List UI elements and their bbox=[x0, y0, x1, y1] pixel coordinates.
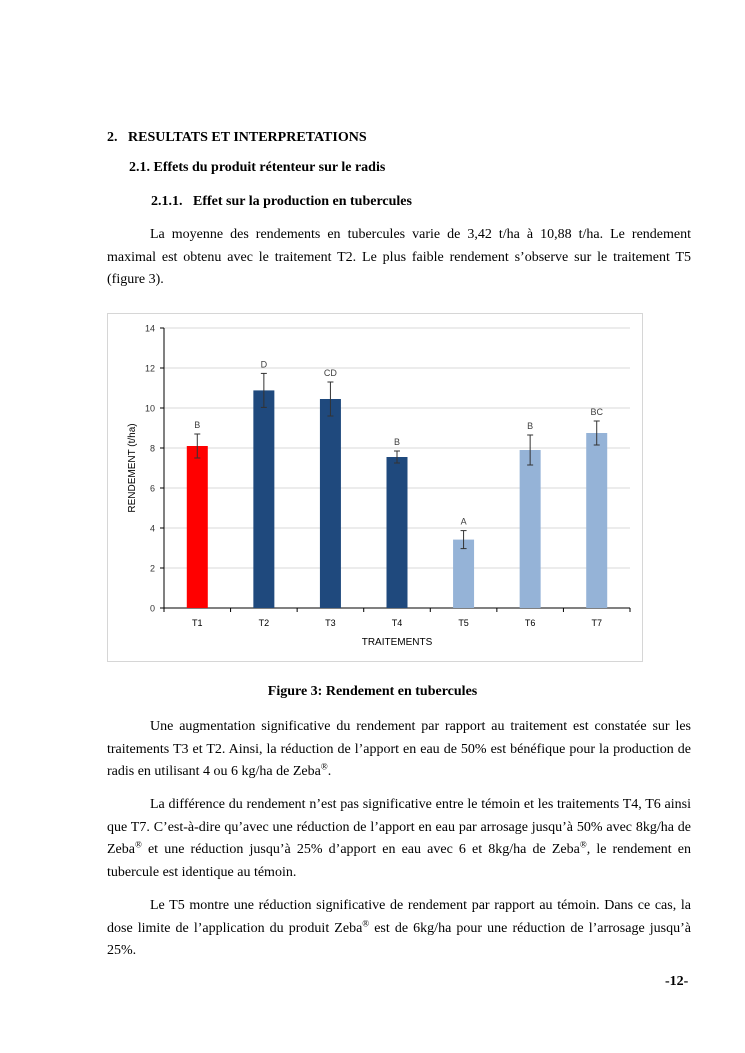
registered-mark: ® bbox=[320, 761, 328, 772]
page-number: -12- bbox=[665, 974, 689, 989]
y-tick-label: 14 bbox=[144, 323, 155, 334]
registered-mark: ® bbox=[134, 839, 142, 850]
x-axis-title: TRAITEMENTS bbox=[361, 637, 433, 648]
y-tick-label: 0 bbox=[149, 603, 155, 614]
section-heading: 2. RESULTATS ET INTERPRETATIONS bbox=[107, 130, 367, 145]
x-tick-label: T6 bbox=[524, 618, 536, 628]
paragraph-2 bbox=[107, 716, 691, 784]
significance-label: B bbox=[194, 420, 201, 430]
significance-label: BC bbox=[590, 407, 603, 417]
x-tick-label: T1 bbox=[192, 618, 203, 628]
significance-label: B bbox=[527, 421, 534, 431]
x-tick-label: T2 bbox=[258, 618, 270, 628]
y-axis-title: RENDEMENT (t/ha) bbox=[127, 423, 138, 513]
y-tick-label: 8 bbox=[149, 443, 155, 454]
x-tick-label: T5 bbox=[458, 618, 469, 628]
bar-t3 bbox=[320, 399, 341, 608]
x-tick-label: T3 bbox=[325, 618, 336, 628]
y-tick-label: 4 bbox=[149, 523, 155, 534]
y-tick-label: 2 bbox=[149, 563, 155, 574]
paragraph-1: La moyenne des rendements en tubercules varie de 3,42 t/ha à 10,88 t/ha. Le rendement maximal est obtenu avec le traitement T2. Le plus faible rendement s’observe sur le traitement T5 (figure 3). bbox=[107, 227, 691, 287]
paragraph-3 bbox=[107, 794, 691, 884]
registered-mark: ® bbox=[362, 917, 370, 928]
figure-caption: Figure 3: Rendement en tubercules bbox=[267, 684, 478, 699]
significance-label: CD bbox=[323, 368, 337, 378]
bar-t1 bbox=[187, 446, 208, 608]
paragraph-3-text-c: , le rendement en tubercule est identique au témoin. bbox=[107, 842, 691, 880]
y-tick-label: 6 bbox=[149, 483, 155, 494]
paragraph-4-text-a: Le T5 montre une réduction significative de rendement par rapport au témoin. Dans ce cas, la dose limite de l’application du produit Zeba bbox=[107, 898, 691, 936]
y-tick-label: 10 bbox=[144, 403, 155, 414]
chart-svg bbox=[108, 314, 644, 663]
bar-t6 bbox=[520, 450, 541, 608]
registered-mark: ® bbox=[579, 839, 587, 850]
paragraph-4-text-b: est de 6kg/ha pour une réduction de l’arrosage jusqu’à 25%. bbox=[107, 920, 691, 958]
bar-t2 bbox=[253, 390, 274, 608]
paragraph-2-end: . bbox=[327, 764, 332, 779]
x-tick-label: T7 bbox=[591, 618, 602, 628]
paragraph-4 bbox=[107, 895, 691, 963]
significance-label: B bbox=[393, 437, 401, 447]
bar-t5 bbox=[453, 540, 474, 608]
paragraph-2-text: Une augmentation significative du rendement par rapport au traitement est constatée sur les traitements T3 et T2. Ainsi, la réduction de l’apport en eau de 50% est bénéfique pour la production de radis en utilisant 4 ou 6 kg/ha de Zeba bbox=[107, 719, 691, 779]
bar-t7 bbox=[586, 433, 607, 608]
bar-t4 bbox=[387, 457, 408, 608]
significance-label: A bbox=[460, 516, 467, 527]
paragraph-3-text-b: et une réduction jusqu’à 25% d’apport en eau avec 6 et 8kg/ha de Zeba bbox=[141, 842, 580, 857]
y-tick-label: 12 bbox=[144, 363, 155, 374]
subsubsection-heading: 2.1.1. Effet sur la production en tubercules bbox=[151, 194, 412, 209]
paragraph-3-text-a: La différence du rendement n’est pas significative entre le témoin et les traitements T4, T6 ainsi que T7. C’est-à-dire qu’avec une réduction de l’apport en eau par arrosage jusqu’à 50% avec 8kg/ha de Zeba bbox=[107, 797, 691, 857]
yield-chart bbox=[107, 313, 643, 662]
subsection-heading: 2.1. Effets du produit rétenteur sur le radis bbox=[129, 160, 386, 175]
significance-label: D bbox=[260, 359, 268, 370]
x-tick-label: T4 bbox=[391, 618, 403, 628]
